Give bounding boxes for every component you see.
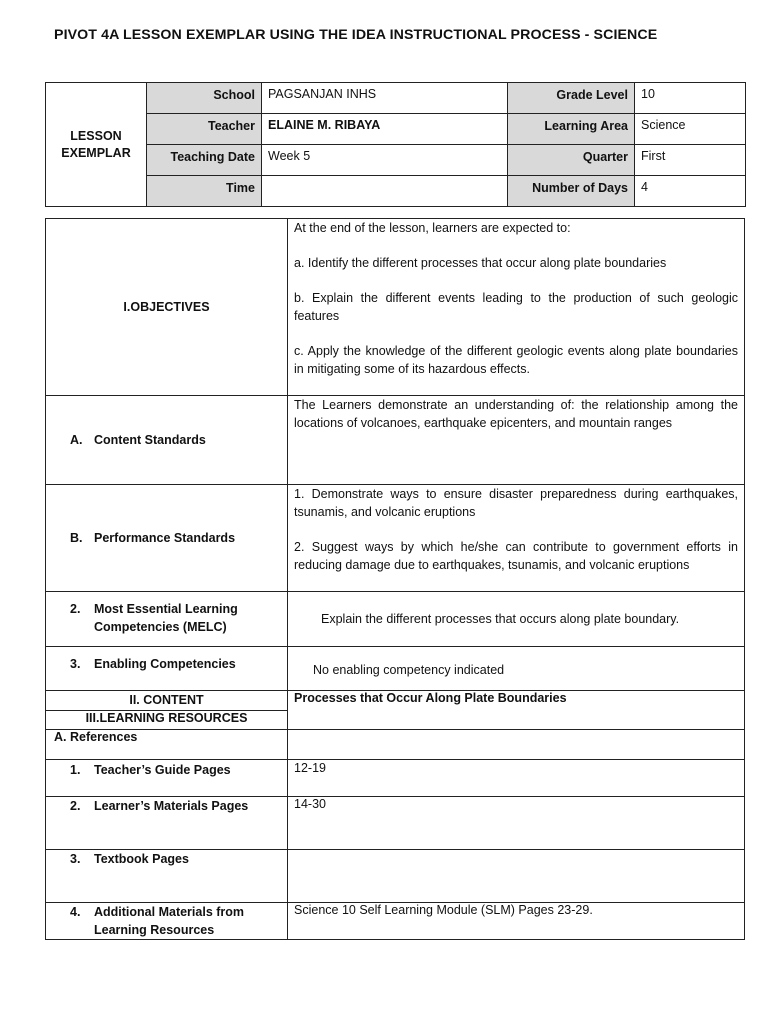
- content-standards-text: The Learners demonstrate an understanding of: the relationship among the locations of volcanoes, earthquake epicenters, and mountain ranges: [288, 396, 745, 485]
- objective-c: c. Apply the knowledge of the different geologic events along plate boundaries in mitigating some of its hazardous effects.: [294, 344, 738, 376]
- learning-area-label: Learning Area: [508, 114, 635, 145]
- enabling-text: No enabling competency indicated: [288, 647, 745, 691]
- performance-standards-label: Performance Standards: [94, 531, 236, 545]
- teachers-guide-row: [46, 760, 745, 797]
- enabling-number: 3.: [70, 657, 81, 671]
- am-label: Additional Materials from Learning Resources: [94, 905, 245, 937]
- performance-item-2: 2. Suggest ways by which he/she can contribute to government efforts in reducing damage due to earthquakes, tsunamis, and volcanic eruptions: [294, 540, 738, 572]
- time-value: [262, 176, 508, 207]
- lesson-label: LESSON: [70, 128, 122, 143]
- lesson-exemplar-label: [46, 83, 147, 207]
- performance-standards-letter: B.: [70, 531, 83, 545]
- learning-resources-label: III.LEARNING RESOURCES: [46, 711, 288, 730]
- performance-item-1: 1. Demonstrate ways to ensure disaster preparedness during earthquakes, tsunamis, and volcanic eruptions: [294, 487, 738, 519]
- additional-materials-row: [46, 903, 745, 940]
- objectives-content: [288, 219, 745, 396]
- tg-value: 12-19: [288, 760, 745, 797]
- lesson-header-table: [45, 82, 746, 207]
- time-label: Time: [147, 176, 262, 207]
- tb-label: Textbook Pages: [94, 852, 189, 866]
- tb-number: 3.: [70, 852, 81, 866]
- learning-area-value: Science: [635, 114, 746, 145]
- objectives-row: [46, 219, 745, 396]
- references-label: A. References: [46, 730, 288, 760]
- lm-label: Learner’s Materials Pages: [94, 799, 249, 813]
- teacher-value: ELAINE M. RIBAYA: [262, 114, 508, 145]
- melc-text: Explain the different processes that occurs along plate boundary.: [288, 592, 745, 647]
- content-label: II. CONTENT: [46, 691, 288, 711]
- lm-value: 14-30: [288, 797, 745, 850]
- tg-number: 1.: [70, 763, 81, 777]
- quarter-label: Quarter: [508, 145, 635, 176]
- references-row: [46, 730, 745, 760]
- grade-level-value: 10: [635, 83, 746, 114]
- content-standards-row: [46, 396, 745, 485]
- melc-label: Most Essential Learning Competencies (MELC): [94, 602, 238, 634]
- document-title: PIVOT 4A LESSON EXEMPLAR USING THE IDEA INSTRUCTIONAL PROCESS - SCIENCE: [54, 27, 658, 43]
- objectives-intro: At the end of the lesson, learners are expected to:: [294, 221, 571, 235]
- objective-b: b. Explain the different events leading to the production of such geologic features: [294, 291, 738, 323]
- days-value: 4: [635, 176, 746, 207]
- performance-standards-content: [288, 485, 745, 592]
- days-label: Number of Days: [508, 176, 635, 207]
- lm-number: 2.: [70, 799, 81, 813]
- content-standards-letter: A.: [70, 433, 83, 447]
- teacher-label: Teacher: [147, 114, 262, 145]
- objectives-label: I.OBJECTIVES: [46, 219, 288, 396]
- enabling-label: Enabling Competencies: [94, 657, 236, 671]
- am-value: Science 10 Self Learning Module (SLM) Pages 23-29.: [288, 903, 745, 940]
- exemplar-label: EXEMPLAR: [61, 145, 131, 160]
- learners-materials-row: [46, 797, 745, 850]
- objective-a: a. Identify the different processes that occur along plate boundaries: [294, 256, 667, 270]
- lesson-plan-table: [45, 218, 745, 940]
- tg-label: Teacher’s Guide Pages: [94, 763, 231, 777]
- melc-row: [46, 592, 745, 647]
- content-text: Processes that Occur Along Plate Boundaries: [288, 691, 745, 730]
- textbook-row: [46, 850, 745, 903]
- content-row: [46, 691, 745, 711]
- tb-value: [288, 850, 745, 903]
- grade-level-label: Grade Level: [508, 83, 635, 114]
- performance-standards-row: [46, 485, 745, 592]
- school-value: PAGSANJAN INHS: [262, 83, 508, 114]
- content-standards-label: Content Standards: [94, 433, 206, 447]
- enabling-row: [46, 647, 745, 691]
- teaching-date-label: Teaching Date: [147, 145, 262, 176]
- melc-number: 2.: [70, 602, 81, 616]
- quarter-value: First: [635, 145, 746, 176]
- am-number: 4.: [70, 905, 81, 919]
- school-label: School: [147, 83, 262, 114]
- teaching-date-value: Week 5: [262, 145, 508, 176]
